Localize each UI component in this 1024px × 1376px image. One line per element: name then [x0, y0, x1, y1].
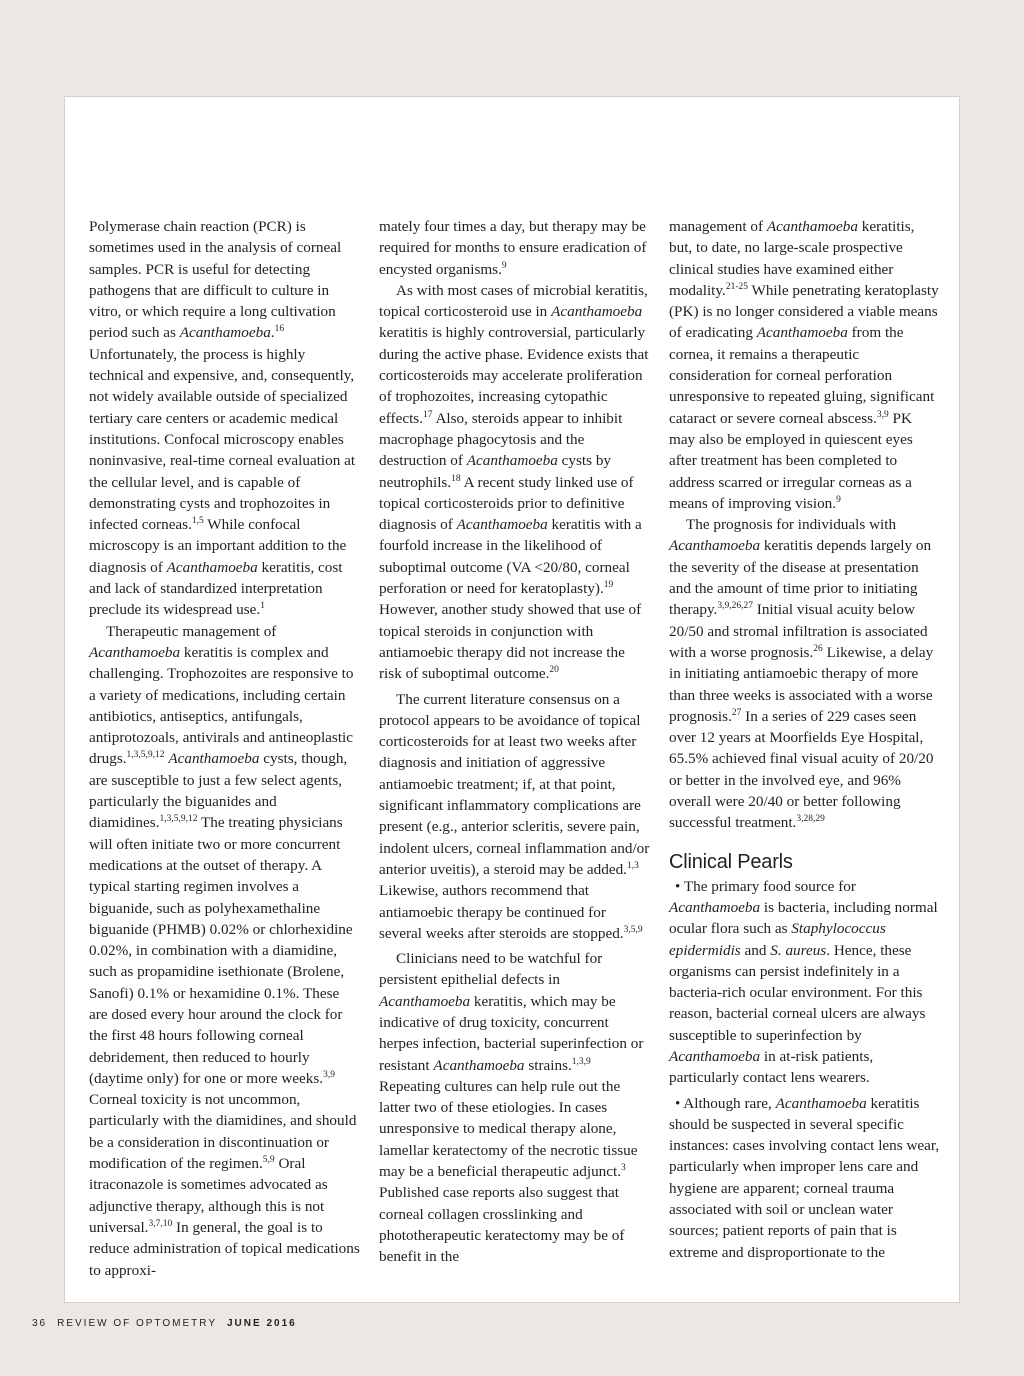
text-column-3: [669, 216, 941, 1263]
page-number: 36: [32, 1318, 48, 1329]
paragraph-therapeutic-management: Therapeutic management of Acanthamoeba keratitis is complex and challenging. Trophozoites are responsive to a variety of medications, including certain antibiotics, antiseptics, antifungals, antiprotozoals, antivirals and antineoplastic drugs.$^{1,3,5,9,12}$ Acanthamoeba cysts, though, are susceptible to just a few select agents, particularly the biguanides and diamidines.$^{1,3,5,9,12}$ The treating physicians will often initiate two or more concurrent medications at the outset of therapy. A typical starting regimen involves a biguanide, such as polyhexamethaline biguanide (PHMB) 0.02% or chlorhexidine 0.02%, in combination with a diamidine, such as propamidine isethionate (Brolene, Sanofi) 0.1% or hexamidine 0.1%. These are dosed every hour around the clock for the first 48 hours following corneal debridement, then reduced to hourly (daytime only) for one or more weeks.$^{3,9}$ Corneal toxicity is not uncommon, particularly with the diamidines, and should be a consideration in discontinuation or modification of the regimen.$^{5,9}$ Oral itraconazole is sometimes advocated as adjunctive therapy, although this is not universal.$^{3,7,10}$ In general, the goal is to reduce administration of topical medications to approxi-: [89, 622, 360, 1279]
paragraph-management-continued: management of Acanthamoeba keratitis, but, to date, no large-scale prospective clinical studies have examined either modality.$^{21-25}$ While penetrating keratoplasty (PK) is no longer considered a viable means of eradicating Acanthamoeba from the cornea, it remains a therapeutic consideration for corneal perforation unresponsive to repeated gluing, significant cataract or severe corneal abscess.$^{3,9}$ PK may also be employed in quiescent eyes after treatment has been completed to address scarred or irregular corneas as a means of improving vision.$^9$: [669, 218, 939, 512]
publication-name: REVIEW OF OPTOMETRY: [57, 1318, 217, 1329]
paragraph-prognosis: The prognosis for individuals with Acanthamoeba keratitis depends largely on the severity of the disease at presentation and the amount of time prior to initiating therapy.$^{3,9,26,27}$ Initial visual acuity below 20/50 and stromal infiltration is associated with a worse prognosis.$^{26}$ Likewise, a delay in initiating antiamoebic therapy of more than three weeks is associated with a worse prognosis.$^{27}$ In a series of 229 cases seen over 12 years at Moorfields Eye Hospital, 65.5% achieved final visual acuity of 20/20 or better in the involved eye, and 96% overall were 20/40 or better following successful treatment.$^{3,28,29}$: [669, 516, 934, 832]
section-heading-clinical-pearls: Clinical Pearls: [669, 850, 793, 873]
paragraph-literature-consensus: The current literature consensus on a protocol appears to be avoidance of topical corticosteroids for at least two weeks after diagnosis and initiation of aggressive antiamoebic treatment; if, at that point, significant inflammatory complications are present (e.g., anterior scleritis, severe pain, indolent ulcers, corneal inflammation and/or anterior uveitis), a steroid may be added.$^{1,3}$ Likewise, authors recommend that antiamoebic therapy be continued for several weeks after steroids are stopped.$^{3,5,9}$: [379, 690, 650, 942]
paragraph-epithelial-defects: Clinicians need to be watchful for persistent epithelial defects in Acanthamoeba keratitis, which may be indicative of drug toxicity, concurrent herpes infection, bacterial superinfection or resistant Acanthamoeba strains.$^{1,3,9}$ Repeating cultures can help rule out the latter two of these etiologies. In cases unresponsive to medical therapy alone, lamellar keratectomy of the necrotic tissue may be a beneficial therapeutic adjunct.$^3$ Published case reports also suggest that corneal collagen crosslinking and phototherapeutic keratectomy may be of benefit in the: [379, 950, 644, 1266]
text-column-1: [89, 216, 361, 1281]
magazine-page: [64, 96, 960, 1303]
paragraph-pcr: Polymerase chain reaction (PCR) is sometimes used in the analysis of corneal samples. PCR is useful for detecting pathogens that are difficult to culture in vitro, or which require a long cultivation period such as Acanthamoeba.$^{16}$ Unfortunately, the process is highly technical and expensive, and, consequently, not widely available outside of specialized tertiary care centers or academic medical institutions. Confocal microscopy enables noninvasive, real-time corneal evaluation at the cellular level, and is capable of demonstrating cysts and trophozoites in infected corneas.$^{1,5}$ While confocal microscopy is an important addition to the diagnosis of Acanthamoeba keratitis, cost and lack of standardized interpretation preclude its widespread use.$^1$: [89, 218, 356, 619]
paragraph-corticosteroids: As with most cases of microbial keratitis, topical corticosteroid use in Acanthamoeba keratitis is highly controversial, particularly during the active phase. Evidence exists that corticosteroids may accelerate proliferation of trophozoites, increasing cytopathic effects.$^{17}$ Also, steroids appear to inhibit macrophage phagocytosis and the destruction of Acanthamoeba cysts by neutrophils.$^{18}$ A recent study linked use of topical corticosteroids prior to definitive diagnosis of Acanthamoeba keratitis with a fourfold increase in the likelihood of suboptimal outcome (VA <20/80, corneal perforation or need for keratoplasty).$^{19}$ However, another study showed that use of topical steroids in conjunction with antiamoebic therapy did not increase the risk of suboptimal outcome.$^{20}$: [379, 281, 649, 683]
paragraph-dosing-continued: mately four times a day, but therapy may be required for months to ensure eradication of encysted organisms.$^9$: [379, 218, 647, 278]
clinical-pearl-item: • Although rare, Acanthamoeba keratitis should be suspected in several specific instances: cases involving contact lens wear, particularly when improper lens care and hygiene are apparent; corneal trauma associated with soil or unclean water sources; patient reports of pain that is extreme and disproportionate to the: [669, 1094, 940, 1261]
text-column-2: [379, 216, 651, 1268]
issue-date: JUNE 2016: [227, 1318, 297, 1329]
page-footer: [32, 1318, 297, 1329]
clinical-pearl-item: • The primary food source for Acanthamoeba is bacteria, including normal ocular flora such as Staphylococcus epidermidis and S. aureus. Hence, these organisms can persist indefinitely in a bacteria-rich ocular environment. For this reason, bacterial corneal ulcers are always susceptible to superinfection by Acanthamoeba in at-risk patients, particularly contact lens wearers.: [669, 877, 938, 1087]
